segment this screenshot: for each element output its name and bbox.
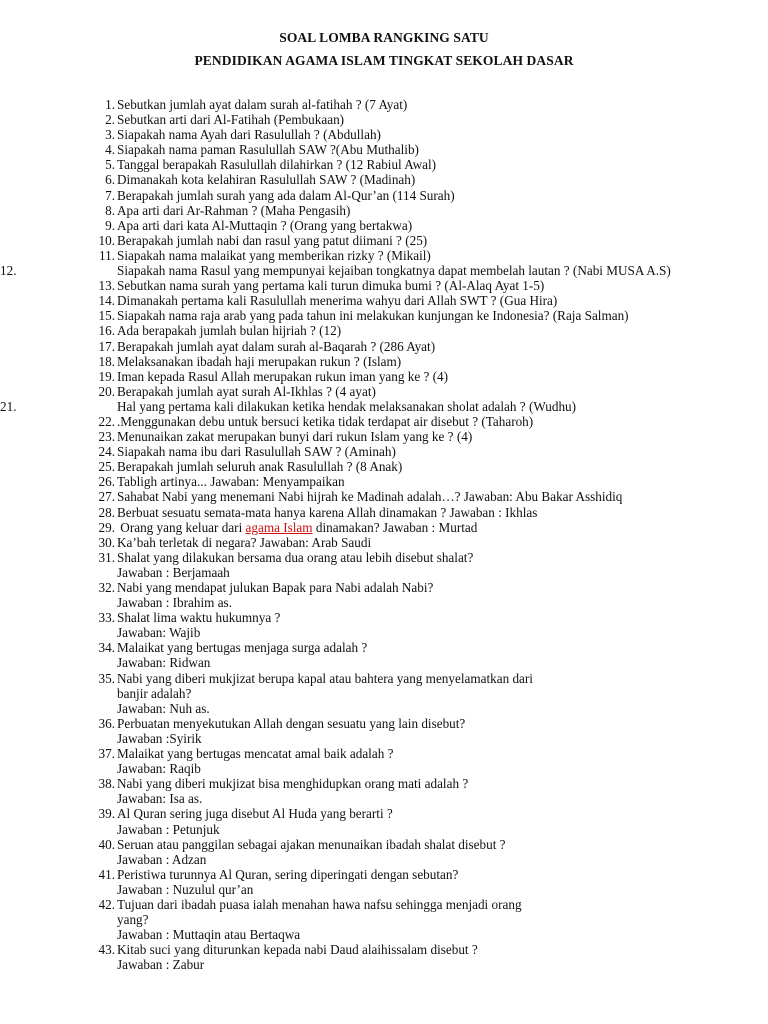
question-text: Berapakah jumlah nabi dan rasul yang patut diimani ? (25) [117, 232, 428, 248]
question-text: Seruan atau panggilan sebagai ajakan menunaikan ibadah shalat disebut ? [117, 836, 506, 852]
question-text-continued: yang? [117, 912, 149, 928]
question-text: Shalat yang dilakukan bersama dua orang atau lebih disebut shalat? [117, 549, 474, 565]
question-number: 34. [98, 640, 115, 656]
question-number: 22. [98, 413, 115, 429]
answer-line: Jawaban: Wajib [117, 625, 201, 641]
question-number: 3. [105, 127, 115, 143]
question-text-after: dinamakan? Jawaban : Murtad [312, 519, 478, 535]
question-text: Melaksanakan ibadah haji merupakan rukun ? (Islam) [117, 353, 402, 369]
question-text: Siapakah nama ibu dari Rasulullah SAW ? (Aminah) [117, 444, 396, 460]
question-number: 14. [98, 293, 115, 309]
question-number: 16. [98, 323, 115, 339]
question-item [0, 369, 768, 384]
answer-line: Jawaban : Adzan [117, 851, 207, 867]
question-number: 32. [98, 580, 115, 595]
question-number: 12. [0, 263, 17, 279]
question-number: 33. [98, 610, 115, 626]
question-number: 42. [98, 896, 115, 912]
question-text: Berapakah jumlah ayat dalam surah al-Baqarah ? (286 Ayat) [117, 338, 436, 354]
question-text: Ada berapakah jumlah bulan hijriah ? (12) [117, 323, 342, 339]
question-item [0, 127, 768, 142]
question-item [0, 489, 768, 504]
question-number: 38. [98, 776, 115, 792]
question-text: Nabi yang mendapat julukan Bapak para Nabi adalah Nabi? [117, 580, 434, 595]
question-item [0, 897, 768, 942]
question-item [0, 354, 768, 369]
question-item [0, 293, 768, 308]
question-item [0, 339, 768, 354]
question-item [0, 278, 768, 293]
question-number: 19. [98, 368, 115, 384]
question-text: Berapakah jumlah seluruh anak Rasulullah ? (8 Anak) [117, 459, 403, 475]
question-number: 17. [98, 338, 115, 354]
question-text: Siapakah nama Rasul yang mempunyai kejaiban tongkatnya dapat membelah lautan ? (Nabi MUSA A.S) [117, 263, 671, 279]
question-text: Tujuan dari ibadah puasa ialah menahan hawa nafsu sehingga menjadi orang [117, 896, 522, 912]
question-item [0, 142, 768, 157]
answer-line: Jawaban : Zabur [117, 957, 205, 973]
question-text: Orang yang keluar dari [117, 519, 246, 535]
question-number: 18. [98, 353, 115, 369]
question-number: 1. [105, 97, 115, 112]
question-text: Al Quran sering juga disebut Al Huda yang berarti ? [117, 806, 393, 822]
question-text: Siapakah nama Ayah dari Rasulullah ? (Abdullah) [117, 127, 381, 143]
answer-line: Jawaban : Berjamaah [117, 564, 230, 580]
answer-line: Jawaban: Raqib [117, 761, 201, 777]
question-text: Sahabat Nabi yang menemani Nabi hijrah ke Madinah adalah…? Jawaban: Abu Bakar Asshidiq [117, 489, 623, 505]
question-number: 5. [105, 157, 115, 173]
question-item [0, 837, 768, 867]
answer-line: Jawaban : Muttaqin atau Bertaqwa [117, 927, 301, 943]
question-text: Apa arti dari Ar-Rahman ? (Maha Pengasih) [117, 202, 351, 218]
question-text: Sebutkan arti dari Al-Fatihah (Pembukaan) [117, 112, 345, 128]
question-item [0, 384, 768, 399]
question-list [0, 97, 768, 972]
question-number: 27. [98, 489, 115, 505]
question-text: Berapakah jumlah ayat surah Al-Ikhlas ? (4 ayat) [117, 383, 376, 399]
question-item [0, 459, 768, 474]
question-number: 30. [98, 534, 115, 550]
question-text: Malaikat yang bertugas mencatat amal baik adalah ? [117, 746, 394, 762]
question-item [0, 323, 768, 338]
question-number: 41. [98, 866, 115, 882]
question-text: Nabi yang diberi mukjizat bisa menghidupkan orang mati adalah ? [117, 776, 469, 792]
question-number: 21. [0, 398, 17, 414]
question-number: 26. [98, 474, 115, 490]
question-text: Berapakah jumlah surah yang ada dalam Al-Qur’an (114 Surah) [117, 187, 455, 203]
question-item [0, 218, 768, 233]
question-text: Dimanakah pertama kali Rasulullah menerima wahyu dari Allah SWT ? (Gua Hira) [117, 293, 558, 309]
question-text: Sebutkan nama surah yang pertama kali turun dimuka bumi ? (Al-Alaq Ayat 1-5) [117, 278, 545, 294]
question-item [0, 444, 768, 459]
question-number: 31. [98, 549, 115, 565]
question-item [0, 248, 768, 263]
question-text: Iman kepada Rasul Allah merupakan rukun iman yang ke ? (4) [117, 368, 449, 384]
question-item [0, 640, 768, 670]
question-number: 37. [98, 746, 115, 762]
question-number: 9. [105, 217, 115, 233]
question-item [0, 716, 768, 746]
question-number: 39. [98, 806, 115, 822]
question-item [0, 308, 768, 323]
question-item [0, 806, 768, 836]
question-number: 43. [98, 942, 115, 958]
answer-line: Jawaban: Ridwan [117, 655, 211, 671]
question-number: 24. [98, 444, 115, 460]
question-text: Siapakah nama malaikat yang memberikan rizky ? (Mikail) [117, 247, 431, 263]
answer-line: Jawaban : Nuzulul qur’an [117, 881, 254, 897]
question-item [0, 429, 768, 444]
answer-line: Jawaban : Petunjuk [117, 821, 220, 837]
question-item [0, 157, 768, 172]
question-text: Hal yang pertama kali dilakukan ketika hendak melaksanakan sholat adalah ? (Wudhu) [117, 398, 577, 414]
answer-line: Jawaban: Nuh as. [117, 700, 210, 716]
question-item [0, 414, 768, 429]
question-text-continued: banjir adalah? [117, 685, 192, 701]
question-text: Peristiwa turunnya Al Quran, sering diperingati dengan sebutan? [117, 866, 459, 882]
question-text: Menunaikan zakat merupakan bunyi dari rukun Islam yang ke ? (4) [117, 429, 473, 445]
question-text: Ka’bah terletak di negara? Jawaban: Arab Saudi [117, 534, 372, 550]
question-number: 28. [98, 504, 115, 520]
question-text: Malaikat yang bertugas menjaga surga adalah ? [117, 640, 368, 656]
question-item [0, 203, 768, 218]
question-number: 10. [98, 232, 115, 248]
question-text: Apa arti dari kata Al-Muttaqin ? (Orang yang bertakwa) [117, 217, 413, 233]
question-text: Siapakah nama paman Rasulullah SAW ?(Abu Muthalib) [117, 142, 419, 158]
question-text: Kitab suci yang diturunkan kepada nabi Daud alaihissalam disebut ? [117, 942, 478, 958]
question-number: 20. [98, 383, 115, 399]
question-item [0, 520, 768, 535]
question-number: 7. [105, 187, 115, 203]
question-text: Nabi yang diberi mukjizat berupa kapal atau bahtera yang menyelamatkan dari [117, 670, 533, 686]
question-item [0, 550, 768, 580]
question-item [0, 112, 768, 127]
question-number: 6. [105, 172, 115, 188]
question-number: 11. [99, 247, 115, 263]
question-item [0, 188, 768, 203]
question-item [0, 535, 768, 550]
question-item [0, 263, 768, 278]
question-number: 29. [98, 519, 115, 535]
question-text: Sebutkan jumlah ayat dalam surah al-fatihah ? (7 Ayat) [117, 97, 408, 112]
question-number: 23. [98, 429, 115, 445]
question-text: Perbuatan menyekutukan Allah dengan sesuatu yang lain disebut? [117, 715, 466, 731]
question-item [0, 942, 768, 972]
question-item [0, 746, 768, 776]
question-text: Berbuat sesuatu semata-mata hanya karena Allah dinamakan ? Jawaban : Ikhlas [117, 504, 538, 520]
question-item [0, 610, 768, 640]
question-item [0, 580, 768, 610]
question-item [0, 97, 768, 112]
question-text: .Menggunakan debu untuk bersuci ketika tidak terdapat air disebut ? (Taharoh) [117, 413, 534, 429]
question-text: Shalat lima waktu hukumnya ? [117, 610, 281, 626]
question-item [0, 505, 768, 520]
answer-line: Jawaban :Syirik [117, 730, 202, 746]
question-number: 4. [105, 142, 115, 158]
question-number: 2. [105, 112, 115, 128]
question-number: 15. [98, 308, 115, 324]
document-subtitle: PENDIDIKAN AGAMA ISLAM TINGKAT SEKOLAH DASAR [194, 53, 574, 68]
question-number: 13. [98, 278, 115, 294]
question-number: 8. [105, 202, 115, 218]
question-item [0, 233, 768, 248]
question-text: Tabligh artinya... Jawaban: Menyampaikan [117, 474, 345, 490]
question-item [0, 867, 768, 897]
question-text: Dimanakah kota kelahiran Rasulullah SAW ? (Madinah) [117, 172, 416, 188]
question-number: 25. [98, 459, 115, 475]
answer-line: Jawaban : Ibrahim as. [117, 595, 232, 611]
question-number: 40. [98, 836, 115, 852]
question-item [0, 776, 768, 806]
question-text: Siapakah nama raja arab yang pada tahun ini melakukan kunjungan ke Indonesia? (Raja Salman) [117, 308, 629, 324]
question-number: 35. [98, 670, 115, 686]
answer-line: Jawaban: Isa as. [117, 791, 203, 807]
question-text: Tanggal berapakah Rasulullah dilahirkan ? (12 Rabiul Awal) [117, 157, 437, 173]
question-item [0, 671, 768, 716]
question-item [0, 474, 768, 489]
document-title: SOAL LOMBA RANGKING SATU [279, 30, 489, 45]
question-item [0, 399, 768, 414]
agama-islam-link[interactable]: agama Islam [245, 519, 313, 535]
question-item [0, 172, 768, 187]
question-number: 36. [98, 715, 115, 731]
